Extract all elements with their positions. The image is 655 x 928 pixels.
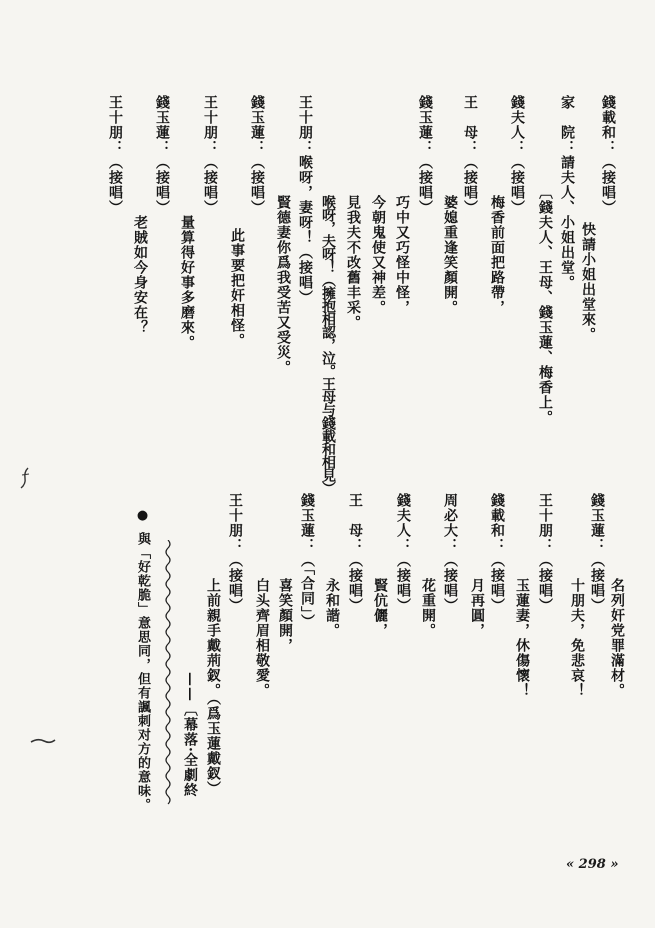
speaker-cue: 王十朋：喉呀，妻呀！（接唱）	[297, 95, 313, 305]
speaker-cue: 王 母：（接唱）	[462, 95, 478, 215]
lyric-line: 永和諧。	[324, 578, 340, 638]
lyric-line: 上前親手戴荊釵。（爲玉蓮戴釵）	[205, 578, 221, 796]
lyric-line: 梅香前面把路帶，	[489, 195, 505, 315]
lyric-line: 老賊如今身安在？	[132, 215, 148, 335]
lyric-line: 花重開。	[420, 578, 436, 638]
lyric-line: 巧中又巧怪中怪，	[394, 195, 410, 315]
lyric-line: 賢德妻你爲我受苦又受災。	[275, 195, 291, 375]
lyric-line: 喜笑顏開，	[277, 578, 293, 653]
speaker-cue: 錢夫人：（接唱）	[509, 95, 525, 215]
wavy-divider	[160, 540, 176, 806]
speaker-cue: 王 母：（接唱）	[347, 493, 363, 613]
speaker-cue: 錢玉蓮：（接唱）	[417, 95, 433, 215]
speaker-cue: 家 院：請夫人、小姐出堂。	[559, 95, 575, 290]
speaker-cue: 王十朋：（接唱）	[227, 493, 243, 613]
lyric-line: 此事要把奸相怪。	[229, 228, 245, 348]
speaker-cue: 錢夫人：（接唱）	[395, 493, 411, 613]
footnote	[134, 508, 150, 812]
lyric-line: 名列奸党罪滿材。	[609, 578, 625, 698]
footnote-marker: ●	[135, 508, 150, 524]
speaker-cue: 錢玉蓮：（接唱）	[589, 493, 605, 613]
stage-direction: 喉呀，夫呀！（擁抱相認，泣。王母与錢載和相見）	[320, 195, 336, 494]
lyric-line: 十朋夫，免悲哀！	[569, 578, 585, 698]
curtain-note: ——〔幕落·全劇終	[182, 672, 198, 798]
lyric-line: 玉蓮妻，休傷懷！	[514, 578, 530, 698]
scan-mark	[30, 736, 56, 746]
speaker-cue: 錢玉蓮：（「合同」）	[299, 493, 315, 629]
speaker-cue: 錢載和：（接唱）	[489, 493, 505, 613]
scan-mark	[18, 466, 32, 490]
lyric-line: 白头齊眉相敬愛。	[254, 578, 270, 698]
speaker-cue: 錢玉蓮：（接唱）	[249, 95, 265, 215]
footnote-text: 與「好乾脆」意思同，但有諷刺对方的意味。	[135, 532, 150, 812]
lyric-line: 賢伉儷，	[372, 578, 388, 638]
speaker-cue: 周必大：（接唱）	[442, 493, 458, 613]
speaker-cue: 王十朋：（接唱）	[202, 95, 218, 215]
lyric-line: 量算得好事多磨來。	[179, 215, 195, 350]
speaker-cue: 王十朋：（接唱）	[107, 95, 123, 215]
page-number: « 298 »	[566, 857, 619, 872]
speaker-cue: 錢玉蓮：（接唱）	[154, 95, 170, 215]
speaker-cue: 錢載和：（接唱）	[600, 95, 616, 215]
speaker-cue: 王十朋：（接唱）	[537, 493, 553, 613]
lyric-line: 今朝鬼使又神差。	[370, 195, 386, 315]
lyric-line: 婆媳重逢笑顏開。	[442, 195, 458, 315]
lyric-line: 見我夫不改舊丰采。	[345, 195, 361, 330]
stage-direction: 〔錢夫人、王母、錢玉蓮、梅香上。	[537, 185, 553, 425]
lyric-line: 快請小姐出堂來。	[580, 222, 596, 342]
lyric-line: 月再圓，	[469, 578, 485, 638]
